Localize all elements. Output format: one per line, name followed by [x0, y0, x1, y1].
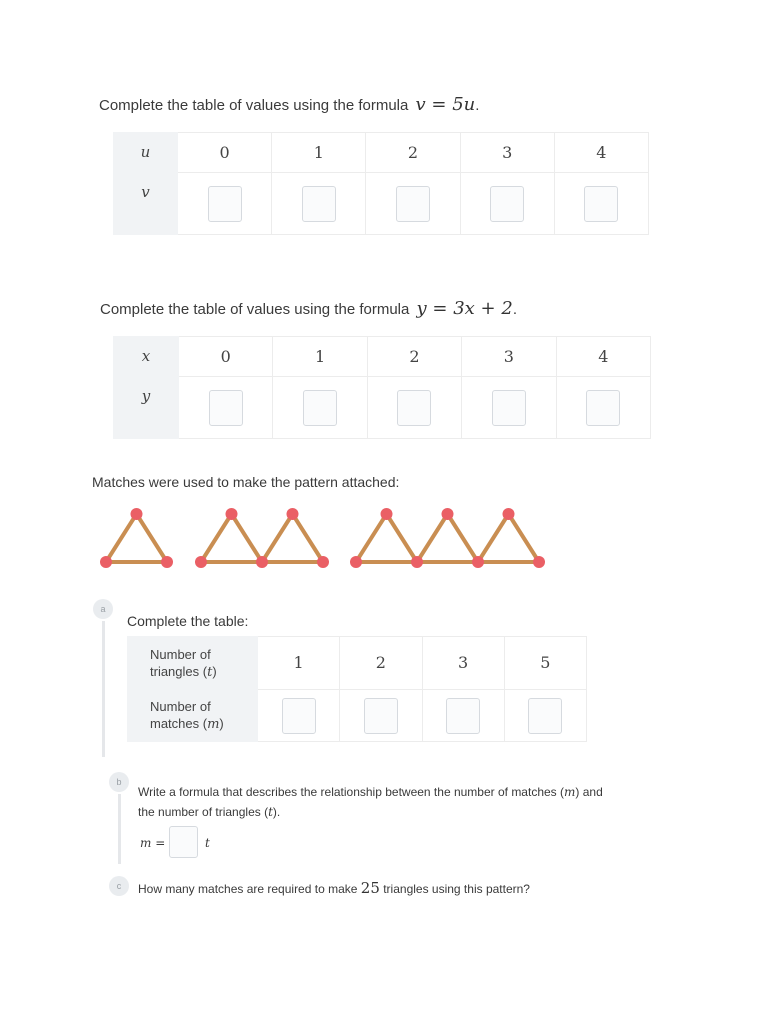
table-cell — [422, 690, 504, 742]
question-2-period: . — [512, 301, 517, 318]
pattern-description: Matches were used to make the pattern attached: — [92, 474, 400, 490]
part-c-question — [138, 879, 530, 897]
answer-input[interactable] — [282, 698, 316, 734]
value: 4 — [598, 346, 609, 366]
match-head-dot — [442, 508, 454, 520]
matchstick — [293, 514, 324, 562]
part-a-prompt: Complete the table: — [127, 613, 249, 629]
question-1-prompt — [99, 94, 479, 115]
match-head-dot — [381, 508, 393, 520]
table-cell — [556, 377, 650, 439]
close-paren: ) — [219, 716, 224, 731]
table-cell — [340, 690, 422, 742]
table-cell — [422, 637, 504, 690]
matchstick — [262, 514, 293, 562]
coefficient-input[interactable] — [169, 826, 198, 858]
question-1-text: Complete the table of values using the formula — [99, 97, 409, 114]
value: 5 — [540, 653, 551, 672]
formula-lhs: m = — [140, 836, 166, 850]
table-cell — [340, 637, 422, 690]
table-cell — [462, 377, 556, 439]
value: 0 — [219, 142, 230, 162]
table-cell — [179, 377, 273, 439]
question-2-table — [113, 336, 651, 439]
answer-input[interactable] — [364, 698, 398, 734]
answer-input[interactable] — [303, 390, 337, 426]
table-cell — [272, 173, 366, 235]
matchstick-pattern-figure — [0, 500, 768, 580]
match-head-dot — [256, 556, 268, 568]
value: 2 — [409, 346, 420, 366]
matchstick — [356, 514, 387, 562]
answer-input[interactable] — [490, 186, 524, 222]
table-cell — [258, 637, 340, 690]
answer-input[interactable] — [209, 390, 243, 426]
match-heads — [100, 508, 545, 568]
part-b-text: ). — [272, 805, 281, 819]
part-c-text: How many matches are required to make — [138, 882, 358, 896]
match-head-dot — [226, 508, 238, 520]
match-head-dot — [472, 556, 484, 568]
variable-label: u — [140, 143, 151, 161]
table-cell — [554, 173, 648, 235]
close-paren: ) — [212, 663, 217, 679]
matchstick — [448, 514, 479, 562]
match-head-dot — [195, 556, 207, 568]
table-row — [128, 690, 587, 742]
match-head-dot — [533, 556, 545, 568]
question-1-formula: v = 5u — [415, 94, 476, 115]
value: 1 — [314, 346, 326, 366]
part-a-table — [127, 636, 587, 742]
matchstick — [387, 514, 418, 562]
value: 2 — [375, 653, 386, 672]
table-row — [114, 337, 651, 377]
answer-input[interactable] — [528, 698, 562, 734]
match-head-dot — [161, 556, 173, 568]
part-a-badge: a — [93, 599, 113, 619]
part-b-text-line2 — [138, 805, 280, 819]
table-row — [114, 133, 649, 173]
matchstick — [232, 514, 263, 562]
matchstick — [478, 514, 509, 562]
table-cell — [460, 173, 554, 235]
question-1-period: . — [475, 97, 480, 114]
variable-label: y — [141, 387, 151, 405]
matchstick — [106, 514, 137, 562]
row-label-line1: Number of — [150, 646, 211, 662]
matchstick — [509, 514, 540, 562]
part-c-badge: c — [109, 876, 129, 896]
question-1-table — [113, 132, 649, 235]
row-header — [114, 377, 179, 439]
row-header — [128, 690, 258, 742]
table-row — [114, 377, 651, 439]
value: 1 — [313, 142, 324, 162]
part-c-text: triangles using this pattern? — [383, 882, 530, 896]
table-cell — [460, 133, 554, 173]
part-b-text: the number of triangles ( — [138, 805, 269, 819]
table-row — [128, 637, 587, 690]
matchsticks — [106, 514, 539, 562]
match-head-dot — [131, 508, 143, 520]
table-cell — [367, 337, 461, 377]
value: 2 — [407, 142, 419, 162]
row-header — [114, 173, 178, 235]
match-head-dot — [350, 556, 362, 568]
part-b-text: ) and — [575, 785, 603, 799]
variable-m: m — [564, 785, 576, 799]
value: 1 — [293, 653, 304, 672]
answer-input[interactable] — [302, 186, 336, 222]
part-a-guide-line — [102, 621, 105, 757]
answer-input[interactable] — [492, 390, 526, 426]
question-2-prompt — [100, 298, 517, 319]
row-header — [114, 133, 178, 173]
row-label-line2: triangles ( — [150, 663, 208, 679]
table-cell — [462, 337, 556, 377]
question-2-text: Complete the table of values using the formula — [100, 301, 410, 318]
answer-input[interactable] — [586, 390, 620, 426]
table-cell — [273, 337, 367, 377]
table-cell — [179, 337, 273, 377]
part-b-text: Write a formula that describes the relationship between the number of matches ( — [138, 785, 564, 799]
matchstick — [417, 514, 448, 562]
value: 3 — [503, 346, 514, 366]
variable-t: t — [207, 664, 213, 680]
variable-label: v — [141, 183, 150, 201]
table-cell — [367, 377, 461, 439]
variable-label: x — [141, 347, 151, 365]
match-head-dot — [317, 556, 329, 568]
value: 3 — [502, 142, 513, 162]
row-header — [114, 337, 179, 377]
match-head-dot — [411, 556, 423, 568]
answer-input[interactable] — [208, 186, 242, 222]
part-c-number: 25 — [360, 879, 380, 897]
table-cell — [366, 133, 460, 173]
question-2-formula: y = 3x + 2 — [416, 298, 513, 319]
variable-t: t — [268, 805, 273, 819]
answer-input[interactable] — [397, 390, 431, 426]
table-cell — [504, 690, 586, 742]
table-cell — [556, 337, 650, 377]
table-cell — [178, 173, 272, 235]
table-cell — [178, 133, 272, 173]
answer-input[interactable] — [446, 698, 480, 734]
answer-input[interactable] — [584, 186, 618, 222]
table-cell — [504, 637, 586, 690]
table-cell — [272, 133, 366, 173]
table-cell — [554, 133, 648, 173]
row-label-line1: Number of — [150, 699, 211, 714]
answer-input[interactable] — [396, 186, 430, 222]
value: 4 — [596, 142, 607, 162]
row-label-line2: matches ( — [150, 716, 208, 731]
table-row — [114, 173, 649, 235]
part-b-guide-line — [118, 794, 121, 864]
matchstick — [201, 514, 232, 562]
table-cell — [366, 173, 460, 235]
part-b-text-line1 — [138, 785, 603, 799]
table-cell — [273, 377, 367, 439]
variable-m: m — [207, 717, 220, 732]
matchstick — [137, 514, 168, 562]
value: 0 — [220, 346, 231, 366]
match-head-dot — [503, 508, 515, 520]
match-head-dot — [287, 508, 299, 520]
table-cell — [258, 690, 340, 742]
part-b-badge: b — [109, 772, 129, 792]
row-header — [128, 637, 258, 690]
value: 3 — [458, 653, 469, 672]
match-head-dot — [100, 556, 112, 568]
formula-rhs: t — [205, 836, 210, 850]
